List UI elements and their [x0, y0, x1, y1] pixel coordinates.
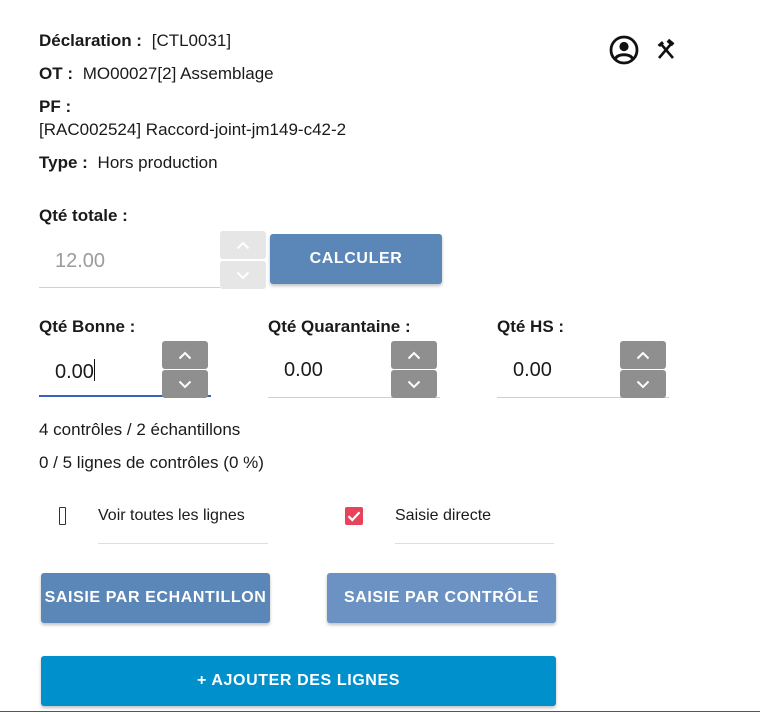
direct-entry-divider [395, 543, 554, 544]
entry-by-sample-button[interactable]: SAISIE PAR ECHANTILLON [41, 573, 270, 623]
chevron-up-icon [178, 351, 192, 360]
hs-qty-decrement-button[interactable] [620, 370, 666, 398]
chevron-up-icon [236, 241, 250, 250]
good-qty-increment-button[interactable] [162, 341, 208, 369]
total-qty-increment-button[interactable] [220, 231, 266, 259]
declaration-value: [CTL0031] [151, 31, 232, 50]
quarantine-qty-increment-button[interactable] [391, 341, 437, 369]
calculate-button[interactable]: CALCULER [270, 234, 442, 284]
quarantine-qty-decrement-button[interactable] [391, 370, 437, 398]
checkmark-icon [345, 507, 363, 525]
chevron-down-icon [407, 380, 421, 389]
type-label: Type : [39, 153, 88, 172]
ot-label: OT : [39, 64, 73, 83]
lines-progress: 0 / 5 lignes de contrôles (0 %) [39, 453, 264, 472]
hs-qty-input[interactable]: 0.00 [513, 359, 552, 381]
ot-row [39, 64, 274, 84]
tools-icon[interactable] [654, 38, 678, 62]
quarantine-qty-input[interactable]: 0.00 [284, 359, 323, 381]
chevron-down-icon [236, 271, 250, 280]
hs-qty-increment-button[interactable] [620, 341, 666, 369]
text-cursor [94, 359, 95, 381]
declaration-row [39, 31, 231, 51]
total-qty-input[interactable]: 12.00 [55, 250, 106, 272]
declaration-label: Déclaration : [39, 31, 142, 50]
direct-entry-checkbox[interactable] [345, 507, 363, 525]
good-qty-input[interactable] [55, 359, 95, 384]
chevron-up-icon [636, 351, 650, 360]
good-qty-value: 0.00 [55, 361, 94, 383]
total-qty-underline [39, 287, 220, 288]
type-row [39, 153, 218, 173]
quarantine-qty-label: Qté Quarantaine : [268, 317, 411, 336]
show-all-lines-label[interactable]: Voir toutes les lignes [98, 507, 245, 524]
hs-qty-label: Qté HS : [497, 317, 565, 336]
type-value: Hors production [97, 153, 218, 172]
good-qty-decrement-button[interactable] [162, 370, 208, 398]
chevron-down-icon [178, 380, 192, 389]
entry-by-control-button[interactable]: SAISIE PAR CONTRÔLE [327, 573, 556, 623]
total-qty-decrement-button[interactable] [220, 261, 266, 289]
bottom-divider [0, 711, 760, 712]
show-all-lines-divider [98, 543, 268, 544]
chevron-down-icon [636, 380, 650, 389]
chevron-up-icon [407, 351, 421, 360]
ot-value: MO00027[2] Assemblage [82, 64, 274, 83]
direct-entry-label[interactable]: Saisie directe [395, 507, 492, 524]
add-lines-button[interactable]: + AJOUTER DES LIGNES [41, 656, 556, 706]
good-qty-label: Qté Bonne : [39, 317, 136, 336]
user-circle-icon[interactable] [608, 34, 640, 66]
controls-summary: 4 contrôles / 2 échantillons [39, 420, 241, 439]
pf-value: [RAC002524] Raccord-joint-jm149-c42-2 [39, 120, 347, 139]
pf-label: PF : [39, 97, 72, 116]
total-qty-label: Qté totale : [39, 206, 128, 225]
show-all-lines-checkbox[interactable] [59, 507, 66, 525]
